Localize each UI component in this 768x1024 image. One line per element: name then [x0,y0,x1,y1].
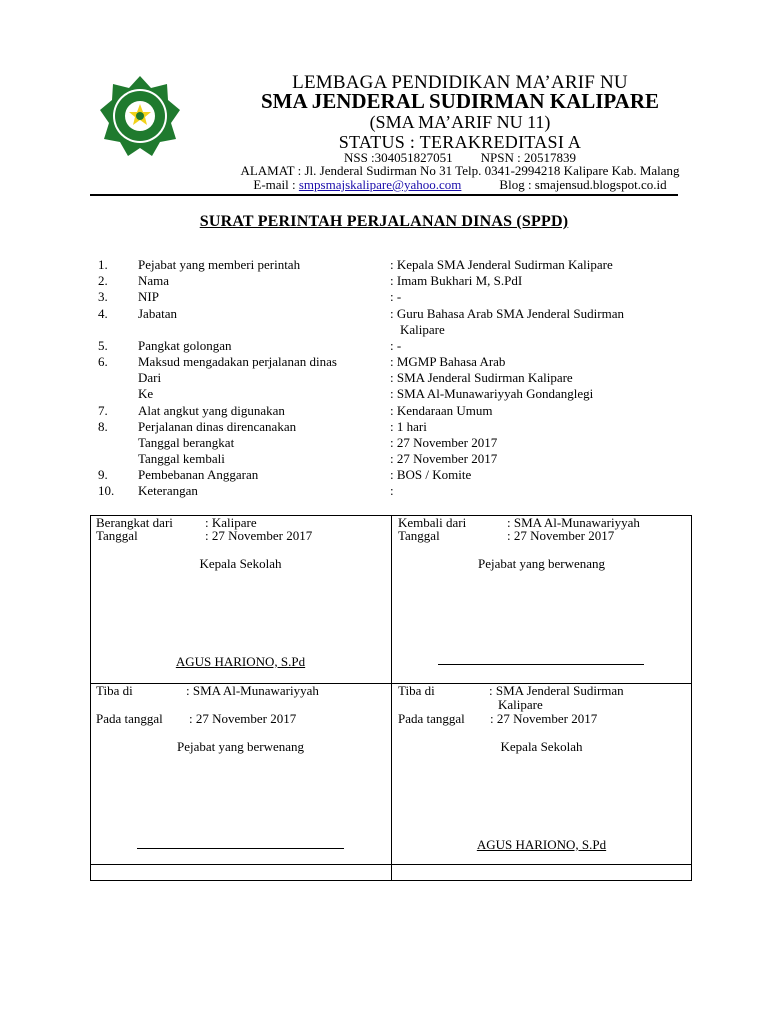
email-label: E-mail : [253,177,299,192]
item-row [0,306,768,322]
bl-date-value: : 27 November 2017 [189,711,297,726]
item-row [0,451,768,467]
br-date-label: Pada tanggal [398,711,465,726]
br-arrive-label: Tiba di [398,683,435,698]
item-number: 4. [98,306,108,321]
tl-depart-label: Berangkat dari [96,515,173,530]
blog-address: Blog : smajensud.blogspot.co.id [499,177,667,192]
item-value: : - [390,338,402,353]
nss: NSS :304051827051 [343,150,453,165]
item-row [0,467,768,483]
item-value: : SMA Jenderal Sudirman Kalipare [390,370,573,385]
item-number: 6. [98,354,108,369]
item-label: Pejabat yang memberi perintah [138,257,301,272]
item-label: Pangkat golongan [138,338,232,353]
tl-role: Kepala Sekolah [199,556,282,571]
tr-return-value: : SMA Al-Munawariyyah [507,515,640,530]
bl-arrive-value: : SMA Al-Munawariyyah [186,683,319,698]
item-value: : MGMP Bahasa Arab [390,354,506,369]
item-value: : BOS / Komite [390,467,472,482]
item-row [0,273,768,289]
item-number: 2. [98,273,108,288]
item-row [0,419,768,435]
item-value: : 27 November 2017 [390,435,498,450]
item-label: Pembebanan Anggaran [138,467,259,482]
item-row [0,483,768,499]
item-number: 8. [98,419,108,434]
tr-role: Pejabat yang berwenang [477,556,606,571]
br-arrive-value-cont: Kalipare [498,697,543,712]
item-row [0,370,768,386]
item-row [0,322,768,338]
item-row [0,435,768,451]
item-number: 10. [98,483,115,498]
item-label: Nama [138,273,170,288]
school-name: SMA JENDERAL SUDIRMAN KALIPARE [260,89,660,113]
item-value: : 1 hari [390,419,427,434]
item-label: NIP [138,289,159,304]
item-value: : Guru Bahasa Arab SMA Jenderal Sudirman [390,306,624,321]
item-row [0,354,768,370]
contact-line [190,178,730,191]
item-number: 3. [98,289,108,304]
item-row [0,257,768,273]
br-role: Kepala Sekolah [500,739,583,754]
item-row [0,403,768,419]
br-arrive-value: : SMA Jenderal Sudirman [489,683,624,698]
institution-name: LEMBAGA PENDIDIKAN MA’ARIF NU [292,72,628,93]
school-logo [99,75,181,157]
item-value: : Kepala SMA Jenderal Sudirman Kalipare [390,257,613,272]
tr-date-label: Tanggal [398,528,440,543]
item-row [0,289,768,305]
bl-role: Pejabat yang berwenang [176,739,305,754]
tr-signature-line [438,664,644,665]
item-label: Dari [138,370,162,385]
npsn: NPSN : 20517839 [480,150,577,165]
item-number: 9. [98,467,108,482]
item-value: : SMA Al-Munawariyyah Gondanglegi [390,386,594,401]
bl-arrive-label: Tiba di [96,683,133,698]
tl-depart-value: : Kalipare [205,515,257,530]
item-value: : - [390,289,402,304]
tr-date-value: : 27 November 2017 [507,528,615,543]
br-signer: AGUS HARIONO, S.Pd [476,837,607,852]
item-label: Keterangan [138,483,198,498]
school-alias: (SMA MA’ARIF NU 11) [369,112,551,132]
item-label: Perjalanan dinas direncanakan [138,419,297,434]
item-label: Alat angkut yang digunakan [138,403,285,418]
item-row [0,386,768,402]
grid-bottom-divider [90,864,692,865]
item-label: Maksud mengadakan perjalanan dinas [138,354,337,369]
bl-date-label: Pada tanggal [96,711,163,726]
br-date-value: : 27 November 2017 [490,711,598,726]
accreditation-status: STATUS : TERAKREDITASI A [338,132,582,152]
item-label: Tanggal kembali [138,451,225,466]
item-value: : [390,483,394,498]
item-number: 1. [98,257,108,272]
tl-date-label: Tanggal [96,528,138,543]
email-link[interactable]: smpsmajskalipare@yahoo.com [298,177,462,192]
item-value: : 27 November 2017 [390,451,498,466]
header-divider [90,194,678,196]
document-title: SURAT PERINTAH PERJALANAN DINAS (SPPD) [199,213,569,230]
item-value: : Imam Bukhari M, S.PdI [390,273,523,288]
item-row [0,338,768,354]
tl-date-value: : 27 November 2017 [205,528,313,543]
tl-signer: AGUS HARIONO, S.Pd [175,654,306,669]
school-address: ALAMAT : Jl. Jenderal Sudirman No 31 Telp. 0341-2994218 Kalipare Kab. Malang [240,163,680,178]
item-number: 7. [98,403,108,418]
tr-return-label: Kembali dari [398,515,467,530]
item-label: Tanggal berangkat [138,435,235,450]
bl-signature-line [137,848,344,849]
item-value: Kalipare [400,322,445,337]
item-label: Ke [138,386,154,401]
item-number: 5. [98,338,108,353]
item-value: : Kendaraan Umum [390,403,493,418]
item-label: Jabatan [138,306,177,321]
